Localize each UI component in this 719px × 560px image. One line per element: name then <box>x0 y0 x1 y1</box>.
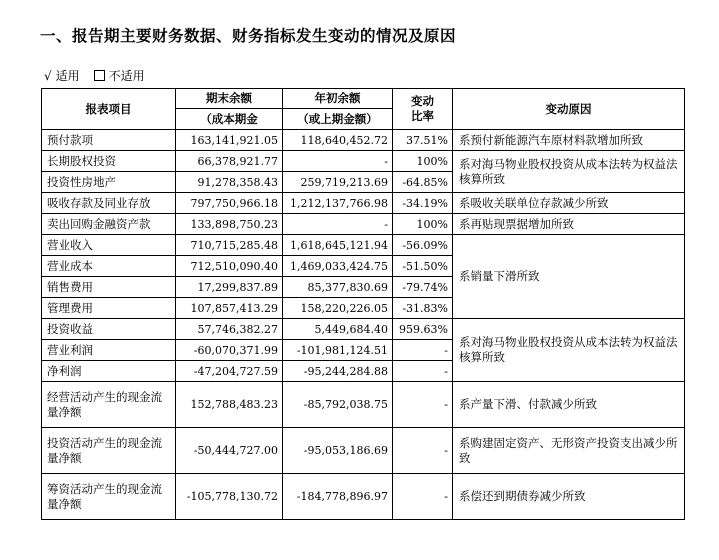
row-item: 长期股权投资 <box>42 151 176 172</box>
not-applicable-label: 不适用 <box>108 69 145 83</box>
header-row <box>42 89 685 109</box>
row-begin-balance: - <box>283 151 393 172</box>
row-reason: 系偿还到期债券减少所致 <box>453 474 685 520</box>
row-end-balance: 17,299,837.89 <box>176 277 283 298</box>
row-change: - <box>393 382 453 428</box>
header-begin-balance-sub: （或上期金额） <box>283 109 393 130</box>
row-reason: 系购建固定资产、无形资产投资支出减少所致 <box>453 428 685 474</box>
table-row <box>42 130 685 151</box>
row-item: 投资性房地产 <box>42 172 176 193</box>
applicable-label: 适用 <box>55 69 80 83</box>
row-change: 100% <box>393 214 453 235</box>
row-reason: 系产量下滑、付款减少所致 <box>453 382 685 428</box>
row-end-balance: -47,204,727.59 <box>176 361 283 382</box>
header-end-balance: 期末余额 <box>176 89 283 109</box>
row-end-balance: 107,857,413.29 <box>176 298 283 319</box>
header-item: 报表项目 <box>42 89 176 130</box>
row-begin-balance: 5,449,684.40 <box>283 319 393 340</box>
row-begin-balance: 1,618,645,121.94 <box>283 235 393 256</box>
row-reason: 系对海马物业股权投资从成本法转为权益法核算所致 <box>453 319 685 382</box>
row-item: 投资收益 <box>42 319 176 340</box>
row-reason: 系销量下滑所致 <box>453 235 685 319</box>
row-item: 营业收入 <box>42 235 176 256</box>
table-row <box>42 382 685 428</box>
row-item: 卖出回购金融资产款 <box>42 214 176 235</box>
row-begin-balance: 118,640,452.72 <box>283 130 393 151</box>
table-row <box>42 428 685 474</box>
table-row <box>42 151 685 172</box>
row-begin-balance: -101,981,124.51 <box>283 340 393 361</box>
financial-change-table <box>41 88 685 520</box>
row-begin-balance: 158,220,226.05 <box>283 298 393 319</box>
row-item: 净利润 <box>42 361 176 382</box>
row-end-balance: -60,070,371.99 <box>176 340 283 361</box>
header-begin-balance: 年初余额 <box>283 89 393 109</box>
row-end-balance: 133,898,750.23 <box>176 214 283 235</box>
row-begin-balance: -184,778,896.97 <box>283 474 393 520</box>
checkbox-icon <box>94 70 105 81</box>
row-item: 筹资活动产生的现金流量净额 <box>42 474 176 520</box>
row-change: - <box>393 474 453 520</box>
row-begin-balance: 259,719,213.69 <box>283 172 393 193</box>
row-change: -34.19% <box>393 193 453 214</box>
row-end-balance: 91,278,358.43 <box>176 172 283 193</box>
row-end-balance: 710,715,285.48 <box>176 235 283 256</box>
row-change: -64.85% <box>393 172 453 193</box>
row-item: 管理费用 <box>42 298 176 319</box>
row-reason: 系对海马物业股权投资从成本法转为权益法核算所致 <box>453 151 685 193</box>
header-end-balance-sub: （成本期金 <box>176 109 283 130</box>
row-item: 销售费用 <box>42 277 176 298</box>
check-mark-icon: √ <box>44 68 52 83</box>
row-end-balance: 66,378,921.77 <box>176 151 283 172</box>
row-item: 投资活动产生的现金流量净额 <box>42 428 176 474</box>
row-end-balance: 152,788,483.23 <box>176 382 283 428</box>
row-change: 37.51% <box>393 130 453 151</box>
row-begin-balance: -95,053,186.69 <box>283 428 393 474</box>
row-reason: 系预付新能源汽车原材料款增加所致 <box>453 130 685 151</box>
row-begin-balance: - <box>283 214 393 235</box>
row-change: 959.63% <box>393 319 453 340</box>
table-row <box>42 474 685 520</box>
row-change: - <box>393 340 453 361</box>
row-reason: 系吸收关联单位存款减少所致 <box>453 193 685 214</box>
section-title: 一、报告期主要财务数据、财务指标发生变动的情况及原因 <box>40 27 457 45</box>
row-begin-balance: 85,377,830.69 <box>283 277 393 298</box>
header-change <box>393 89 453 130</box>
row-item: 吸收存款及同业存放 <box>42 193 176 214</box>
row-reason: 系再贴现票据增加所致 <box>453 214 685 235</box>
row-begin-balance: 1,469,033,424.75 <box>283 256 393 277</box>
row-begin-balance: -85,792,038.75 <box>283 382 393 428</box>
row-change: -31.83% <box>393 298 453 319</box>
header-change-line2: 比率 <box>411 109 434 123</box>
table-row <box>42 319 685 340</box>
row-change: - <box>393 361 453 382</box>
row-begin-balance: -95,244,284.88 <box>283 361 393 382</box>
table-row <box>42 193 685 214</box>
row-end-balance: 163,141,921.05 <box>176 130 283 151</box>
row-change: -56.09% <box>393 235 453 256</box>
row-end-balance: 57,746,382.27 <box>176 319 283 340</box>
row-end-balance: 797,750,966.18 <box>176 193 283 214</box>
row-item: 营业利润 <box>42 340 176 361</box>
table-row <box>42 235 685 256</box>
table-row <box>42 214 685 235</box>
row-item: 经营活动产生的现金流量净额 <box>42 382 176 428</box>
row-end-balance: -50,444,727.00 <box>176 428 283 474</box>
row-change: -51.50% <box>393 256 453 277</box>
row-change: -79.74% <box>393 277 453 298</box>
header-change-line1: 变动 <box>411 94 434 108</box>
row-end-balance: -105,778,130.72 <box>176 474 283 520</box>
row-begin-balance: 1,212,137,766.98 <box>283 193 393 214</box>
header-reason: 变动原因 <box>453 89 685 130</box>
row-item: 营业成本 <box>42 256 176 277</box>
row-item: 预付款项 <box>42 130 176 151</box>
row-end-balance: 712,510,090.40 <box>176 256 283 277</box>
applicability-options <box>44 67 145 84</box>
row-change: 100% <box>393 151 453 172</box>
row-change: - <box>393 428 453 474</box>
